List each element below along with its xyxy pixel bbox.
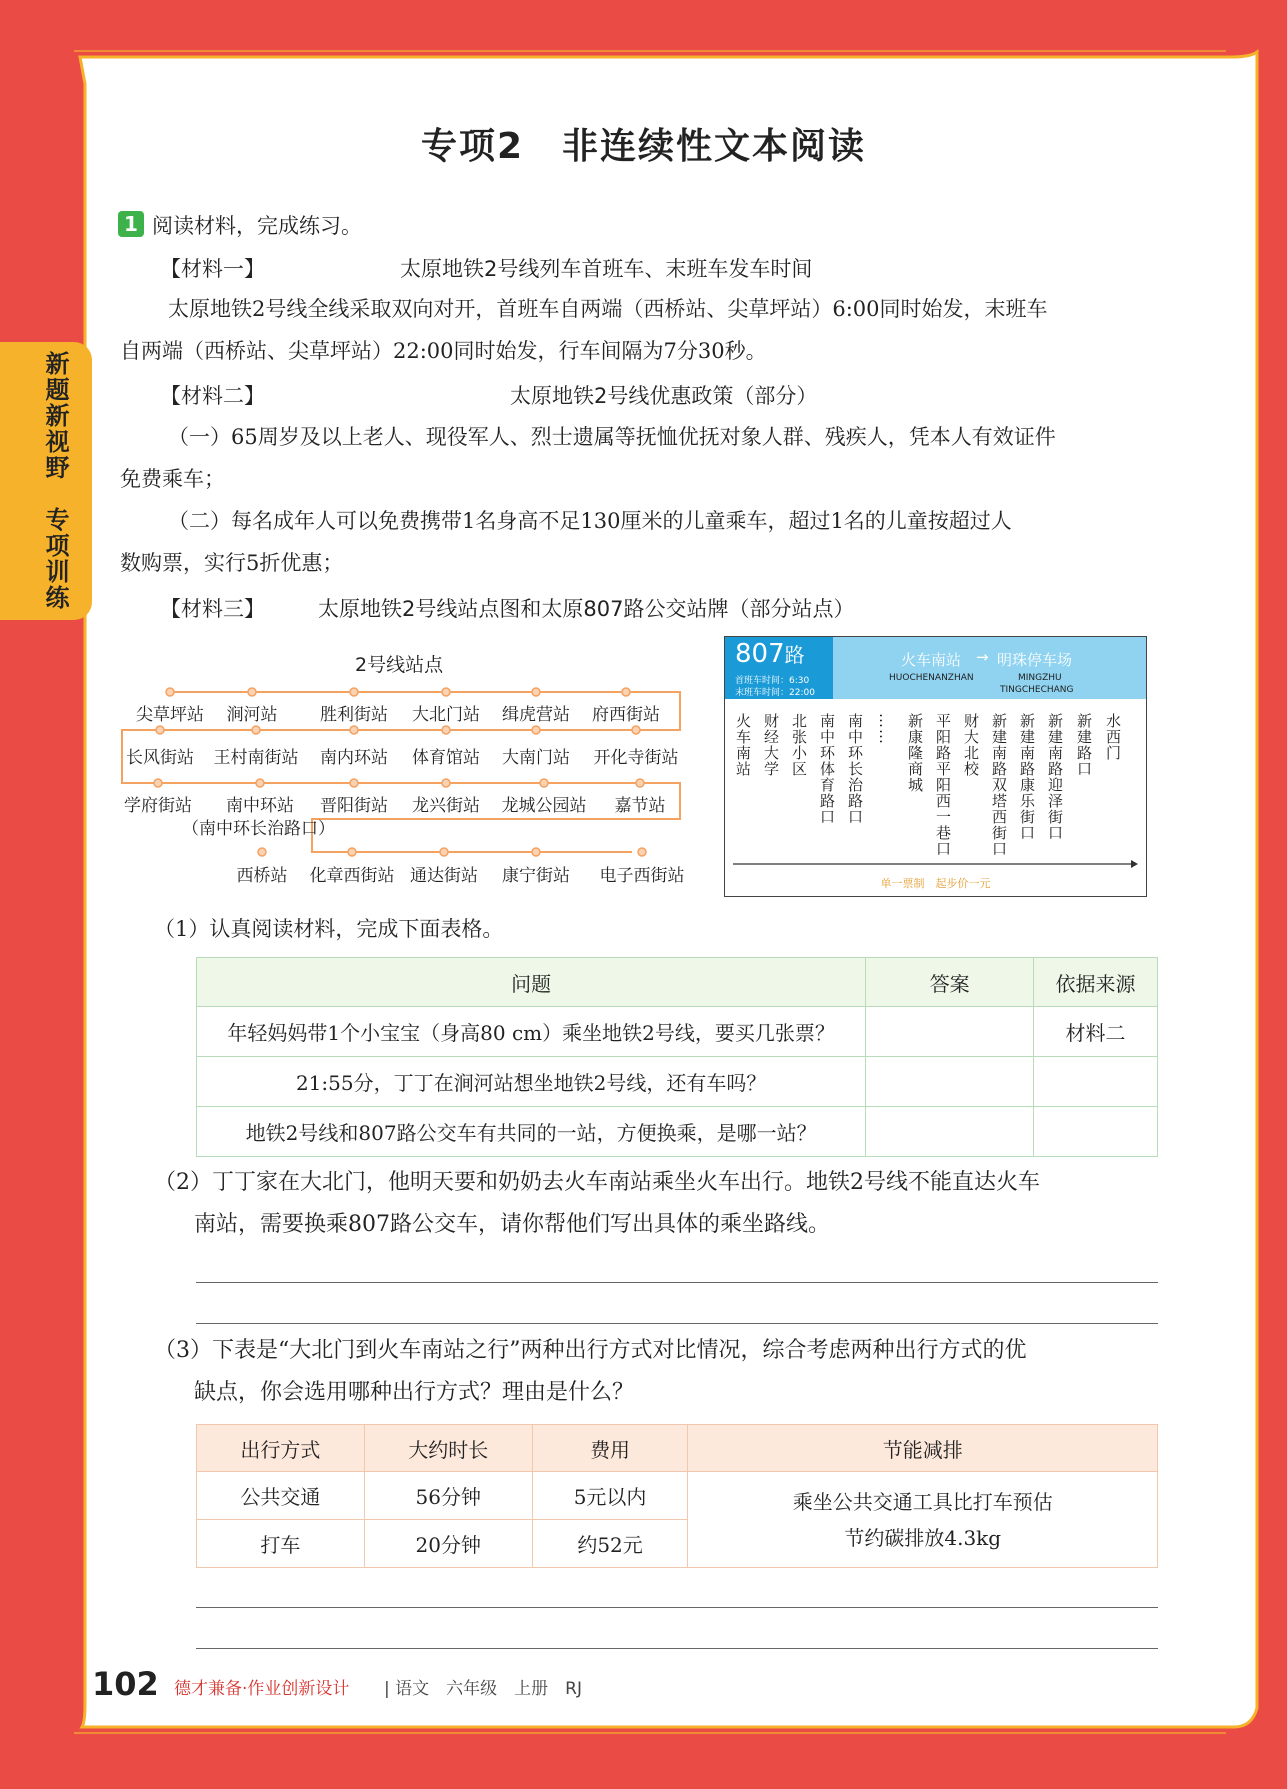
q3-table-header [197,1425,1158,1472]
q3-header-emission: 节能减排 [688,1425,1158,1472]
metro-stop-dot [256,779,264,787]
metro-stop-dot [156,726,164,734]
q3-row2-mode: 打车 [197,1520,365,1568]
material3-title-suffix: （部分站点） [728,597,855,621]
q2-line2: 南站，需要换乘807路公交车，请你帮他们写出具体的乘坐路线。 [194,1212,830,1237]
q3-row2-time: 20分钟 [364,1520,532,1568]
bus-stop-10: 新建南路双塔西街口 [990,713,1008,857]
side-tab-label: 新题新视野 专项训练 [41,351,69,611]
q2-line1: （2）丁丁家在大北门，他明天要和奶奶去火车南站乘坐火车出行。地铁2号线不能直达火车 [154,1170,1040,1195]
metro-station-4-4: 康宁街站 [502,866,570,886]
metro-stop-dot [348,848,356,856]
q1-row2-source-cell[interactable] [1034,1057,1158,1107]
q3-header-mode: 出行方式 [197,1425,365,1472]
q1-row3-answer-cell[interactable] [866,1107,1034,1157]
q3-note-line1: 乘坐公共交通工具比打车预估 [792,1489,1053,1514]
q2-answer-line-2[interactable] [196,1323,1158,1324]
bus-to-pinyin1: MINGZHU [1018,673,1062,683]
q3-row1-time: 56分钟 [364,1472,532,1520]
material2-title-suffix: （部分） [733,384,818,408]
metro-stop-dot [252,726,260,734]
metro-station-3-4: 龙兴街站 [412,796,480,816]
bus-direction-arrow [733,859,1138,869]
q3-answer-line-1[interactable] [196,1607,1158,1608]
q1-row1-question: 年轻妈妈带1个小宝宝（身高80 cm）乘坐地铁2号线，要买几张票？ [197,1007,866,1057]
metro-stop-dot [350,688,358,696]
q3-row2-cost: 约52元 [532,1520,688,1568]
q1-header-answer: 答案 [866,958,1034,1007]
metro-stop-dot [622,688,630,696]
material2-title: 太原地铁2号线优惠政策 [510,384,734,408]
metro-station-2-2: 王村南街站 [213,748,299,768]
metro-station-1-3: 胜利街站 [320,705,388,725]
bus-stop-8: 平阳路平阳西一巷口 [934,713,952,857]
material3-title: 太原地铁2号线站点图和太原807路公交站牌 [318,597,729,621]
metro-station-3-5: 龙城公园站 [501,796,587,816]
metro-station-4-3: 通达街站 [410,866,478,886]
material2-line1: （一）65周岁及以上老人、现役军人、烈士遗属等抚恤优抚对象人群、残疾人，凭本人有效证件 [168,425,1056,449]
bus-arrow: → [976,648,989,666]
footer-subject: | 语文 六年级 上册 RJ [384,1679,582,1699]
material1-line2: 自两端（西桥站、尖草坪站）22:00同时始发，行车间隔为7分30秒。 [120,339,767,363]
metro-station-4-5: 电子西街站 [599,866,685,886]
bus-to-pinyin2: TINGCHECHANG [1000,685,1074,695]
material3-label: 【材料三】 [160,597,265,621]
q3-answer-line-2[interactable] [196,1648,1158,1649]
bus-stop-1: 火车南站 [734,713,752,777]
material1-label: 【材料一】 [160,257,265,281]
bus-stop-4: 南中环体育路口 [818,713,836,825]
bus-stop-7: 新康隆商城 [906,713,924,793]
q3-comparison-table [196,1424,1158,1568]
q2-answer-line-1[interactable] [196,1282,1158,1283]
metro-station-1-2: 涧河站 [226,705,278,725]
metro-station-3-6: 嘉节站 [614,796,666,816]
bus-number: 807 [735,639,785,669]
metro-title: 2号线站点 [355,654,444,676]
metro-stop-dot [532,848,540,856]
metro-stop-dot [442,726,450,734]
bus-last-time: 末班车时间：22:00 [735,688,815,698]
metro-station-3-3: 晋阳街站 [320,796,388,816]
q3-row1-cost: 5元以内 [532,1472,688,1520]
table-row [197,1107,1158,1157]
bus-fare: 单一票制 起步价一元 [880,877,991,890]
bus-stop-5: 南中环长治路口 [846,713,864,825]
q3-header-time: 大约时长 [364,1425,532,1472]
page-number: 102 [92,1665,159,1703]
metro-station-2-1: 长风街站 [126,748,194,768]
bus-first-time: 首班车时间：6:30 [735,676,810,686]
bus-stop-2: 财经大学 [762,713,780,777]
q1-row3-source-cell[interactable] [1034,1107,1158,1157]
table-row [197,1007,1158,1057]
metro-station-2-6: 开化寺街站 [593,748,679,768]
q3-header-cost: 费用 [532,1425,688,1472]
table-row [197,1472,1158,1520]
metro-station-3-2: 南中环站 [226,796,294,816]
bus-stop-6: …… [876,713,894,745]
metro-stop-dot [350,779,358,787]
metro-stop-dot [248,688,256,696]
q1-prompt: （1）认真阅读材料，完成下面表格。 [154,917,504,941]
bus-stop-sign [724,636,1147,897]
metro-stop-dot [258,848,266,856]
question-number-badge: 1 [118,211,144,237]
metro-stop-dot [532,726,540,734]
material2-line4: 数购票，实行5折优惠； [120,551,344,575]
metro-station-2-4: 体育馆站 [412,748,480,768]
q1-header-source: 依据来源 [1034,958,1158,1007]
bus-route-number [735,639,805,669]
q1-row2-answer-cell[interactable] [866,1057,1034,1107]
metro-station-4-2: 化章西街站 [309,866,395,886]
metro-station-3-1: 学府街站 [124,796,192,816]
q1-row2-question: 21:55分，丁丁在涧河站想坐地铁2号线，还有车吗？ [197,1057,866,1107]
material1-title: 太原地铁2号线列车首班车、末班车发车时间 [400,257,813,281]
bus-to: 明珠停车场 [997,651,1073,669]
q1-row1-source: 材料二 [1034,1007,1158,1057]
metro-stop-dot [154,779,162,787]
metro-station-1-1: 尖草坪站 [136,705,204,725]
metro-stop-dot [440,848,448,856]
material1-line1: 太原地铁2号线全线采取双向对开，首班车自两端（西桥站、尖草坪站）6:00同时始发，末班车 [168,297,1048,321]
material2-label: 【材料二】 [160,384,265,408]
footer-brand: 德才兼备·作业创新设计 [174,1679,350,1699]
metro-stop-dot [632,726,640,734]
metro-stop-dot [636,779,644,787]
metro-station-2-3: 南内环站 [320,748,388,768]
metro-station-1-6: 府西街站 [592,705,660,725]
question-1-header [118,210,362,240]
q1-table [196,957,1158,1157]
bus-stop-9: 财大北校 [962,713,980,777]
bus-stop-12: 新建南路迎泽街口 [1046,713,1064,841]
bus-from: 火车南站 [901,651,962,669]
q3-line1: （3）下表是“大北门到火车南站之行”两种出行方式对比情况，综合考虑两种出行方式的优 [154,1338,1027,1363]
metro-station-1-5: 缉虎营站 [502,705,570,725]
metro-stop-dot [540,779,548,787]
q1-row3-question: 地铁2号线和807路公交车有共同的一站，方便换乘，是哪一站？ [197,1107,866,1157]
q3-emission-note [688,1472,1158,1568]
metro-stop-dot [442,779,450,787]
metro-stop-dot [532,688,540,696]
bus-route-block [725,637,833,699]
bus-from-pinyin: HUOCHENANZHAN [889,673,974,683]
q1-row1-answer-cell[interactable] [866,1007,1034,1057]
q3-note-line2: 节约碳排放4.3kg [844,1525,1002,1550]
metro-station-4-1: 西桥站 [236,866,288,886]
metro-stop-dot [350,726,358,734]
metro-station-1-4: 大北门站 [412,705,480,725]
metro-row3-note: （南中环长治路口） [182,819,335,839]
material2-title-wrap [510,380,817,410]
page-title: 专项2 非连续性文本阅读 [420,126,867,167]
bus-stop-11: 新建南路康乐街口 [1018,713,1036,841]
bus-stop-14: 水西门 [1104,713,1122,761]
table-row [197,1057,1158,1107]
metro-stop-dot [442,688,450,696]
q1-header-question: 问题 [197,958,866,1007]
bus-stop-3: 北张小区 [790,713,808,777]
bus-route-char: 路 [784,643,805,667]
metro-stop-dot [166,688,174,696]
material3-title-wrap [318,593,854,623]
bus-stop-13: 新建路口 [1075,713,1093,777]
q1-table-header [197,958,1158,1007]
metro-stop-dot [638,848,646,856]
instruction-text: 阅读材料，完成练习。 [152,214,362,238]
q3-row1-mode: 公共交通 [197,1472,365,1520]
metro-station-2-5: 大南门站 [502,748,570,768]
material2-line3: （二）每名成年人可以免费携带1名身高不足130厘米的儿童乘车，超过1名的儿童按超过人 [168,509,1012,533]
q3-line2: 缺点，你会选用哪种出行方式？理由是什么？ [194,1380,635,1405]
material2-line2: 免费乘车； [120,467,225,491]
bus-sign-header [725,637,1146,699]
